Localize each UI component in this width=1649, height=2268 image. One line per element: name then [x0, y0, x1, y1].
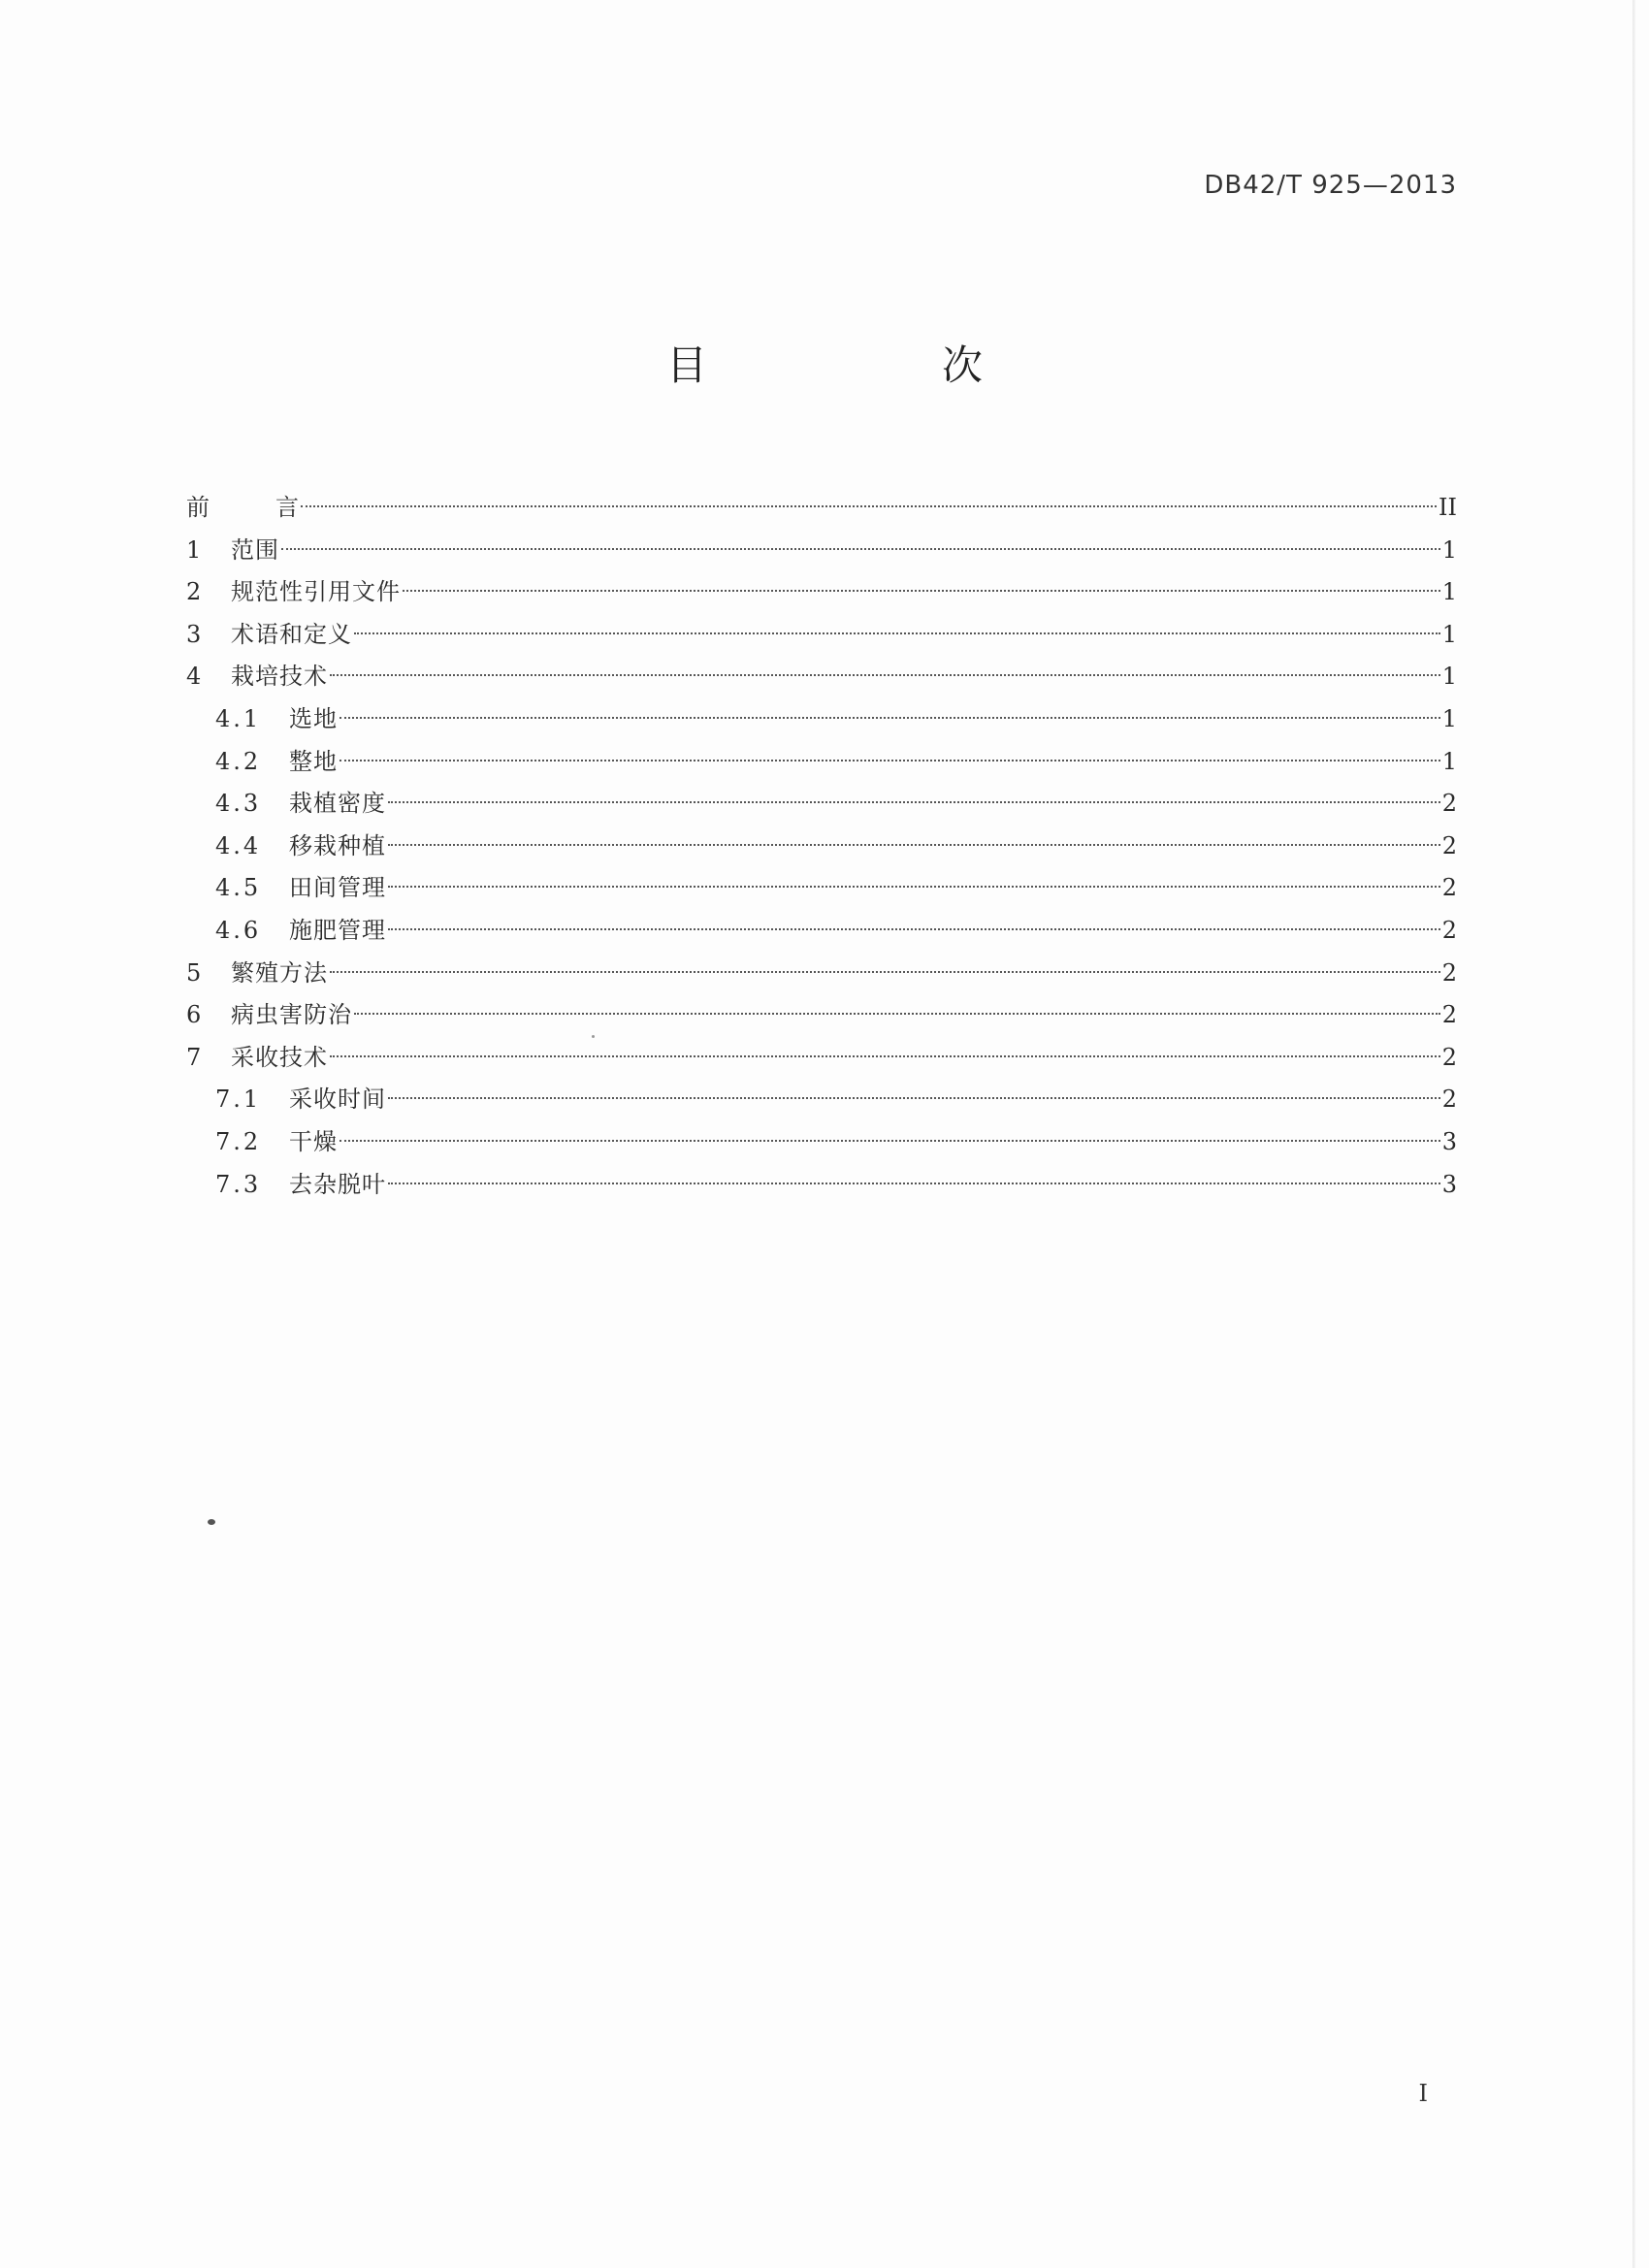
toc-entry-label: 栽培技术 [231, 663, 328, 691]
toc-entry-page: 1 [1441, 663, 1457, 691]
toc-entry-label: 前 言 [186, 494, 320, 521]
toc-entry-label: 整地 [289, 747, 338, 775]
toc-entry-number: 7 [186, 1043, 202, 1071]
scan-speck [592, 1035, 595, 1038]
toc-entry[interactable] [186, 1121, 1457, 1164]
toc-entry-number: 4.1 [215, 704, 262, 732]
toc-entry-label: 施肥管理 [289, 916, 386, 944]
toc-entry[interactable] [186, 910, 1457, 953]
toc-entry-number: 4 [186, 663, 202, 691]
toc-entry-label: 范围 [231, 535, 279, 564]
toc-entry[interactable] [186, 571, 1457, 614]
toc-entry-page: 3 [1441, 1170, 1457, 1198]
toc-dot-leader [388, 886, 1440, 888]
toc-entry-label: 繁殖方法 [231, 958, 328, 987]
toc-entry-label: 采收技术 [231, 1043, 328, 1071]
toc-entry-page: 2 [1441, 1001, 1457, 1029]
toc-entry-number: 4.6 [215, 916, 262, 944]
toc-entry-page: 2 [1441, 874, 1457, 902]
toc-entry[interactable] [186, 867, 1457, 910]
toc-entry-label: 规范性引用文件 [231, 578, 401, 606]
toc-entry-label: 栽植密度 [289, 790, 386, 818]
page-number: I [1418, 2080, 1428, 2107]
toc-dot-leader [388, 1097, 1440, 1099]
toc-entry[interactable] [186, 614, 1457, 657]
toc-dot-leader [354, 632, 1440, 634]
toc-entry-number: 4.5 [215, 874, 262, 902]
toc-entry[interactable] [186, 994, 1457, 1037]
table-of-contents [186, 487, 1457, 1206]
toc-entry-number: 7.2 [215, 1127, 262, 1155]
toc-entry-number: 1 [186, 535, 202, 564]
document-code: DB42/T 925—2013 [1204, 171, 1457, 200]
toc-entry-label: 病虫害防治 [231, 1001, 352, 1029]
toc-entry[interactable] [186, 487, 1457, 530]
toc-entry-page: 2 [1441, 831, 1457, 859]
toc-dot-leader [388, 928, 1440, 930]
toc-entry-label: 干燥 [289, 1127, 338, 1155]
toc-entry[interactable] [186, 656, 1457, 698]
toc-entry-label: 移栽种植 [289, 831, 386, 859]
toc-entry-number: 5 [186, 958, 202, 987]
toc-entry[interactable] [186, 741, 1457, 784]
toc-entry-page: 1 [1441, 578, 1457, 606]
toc-entry-page: 1 [1441, 747, 1457, 775]
toc-entry-label: 去杂脱叶 [289, 1170, 386, 1198]
toc-entry[interactable] [186, 783, 1457, 826]
toc-entry-number: 4.3 [215, 790, 262, 818]
toc-dot-leader [403, 590, 1440, 592]
toc-entry[interactable] [186, 1037, 1457, 1080]
toc-dot-leader [281, 548, 1440, 550]
toc-dot-leader [330, 674, 1440, 676]
toc-entry-page: 2 [1441, 958, 1457, 987]
toc-entry-page: 1 [1441, 535, 1457, 564]
scan-speck [208, 1519, 215, 1525]
toc-entry[interactable] [186, 953, 1457, 995]
toc-entry-number: 6 [186, 1001, 202, 1029]
toc-dot-leader [340, 760, 1440, 761]
toc-entry-page: 1 [1441, 620, 1457, 648]
toc-dot-leader [340, 717, 1440, 719]
toc-title: 目 次 [665, 341, 1080, 389]
toc-entry-number: 3 [186, 620, 202, 648]
toc-entry-label: 选地 [289, 704, 338, 732]
toc-entry-label: 术语和定义 [231, 620, 352, 648]
toc-entry-page: 2 [1441, 1085, 1457, 1114]
toc-entry-label: 采收时间 [289, 1085, 386, 1114]
toc-dot-leader [301, 505, 1437, 507]
toc-entry[interactable] [186, 1079, 1457, 1121]
toc-dot-leader [388, 844, 1440, 846]
toc-dot-leader [388, 801, 1440, 803]
toc-entry[interactable] [186, 1164, 1457, 1207]
toc-dot-leader [330, 971, 1440, 973]
toc-entry-page: 2 [1441, 790, 1457, 818]
toc-entry-page: II [1439, 494, 1457, 521]
toc-entry[interactable] [186, 530, 1457, 572]
toc-dot-leader [330, 1055, 1440, 1057]
toc-entry[interactable] [186, 826, 1457, 868]
toc-entry-number: 7.1 [215, 1085, 262, 1114]
toc-dot-leader [388, 1183, 1440, 1184]
toc-entry[interactable] [186, 698, 1457, 741]
toc-entry-number: 7.3 [215, 1170, 262, 1198]
toc-entry-label: 田间管理 [289, 874, 386, 902]
toc-entry-number: 4.4 [215, 831, 262, 859]
toc-entry-number: 2 [186, 578, 202, 606]
toc-entry-page: 2 [1441, 1043, 1457, 1071]
toc-entry-page: 2 [1441, 916, 1457, 944]
toc-entry-page: 3 [1441, 1127, 1457, 1155]
toc-dot-leader [354, 1013, 1440, 1015]
toc-entry-page: 1 [1441, 704, 1457, 732]
toc-entry-number: 4.2 [215, 747, 262, 775]
toc-dot-leader [340, 1140, 1440, 1142]
